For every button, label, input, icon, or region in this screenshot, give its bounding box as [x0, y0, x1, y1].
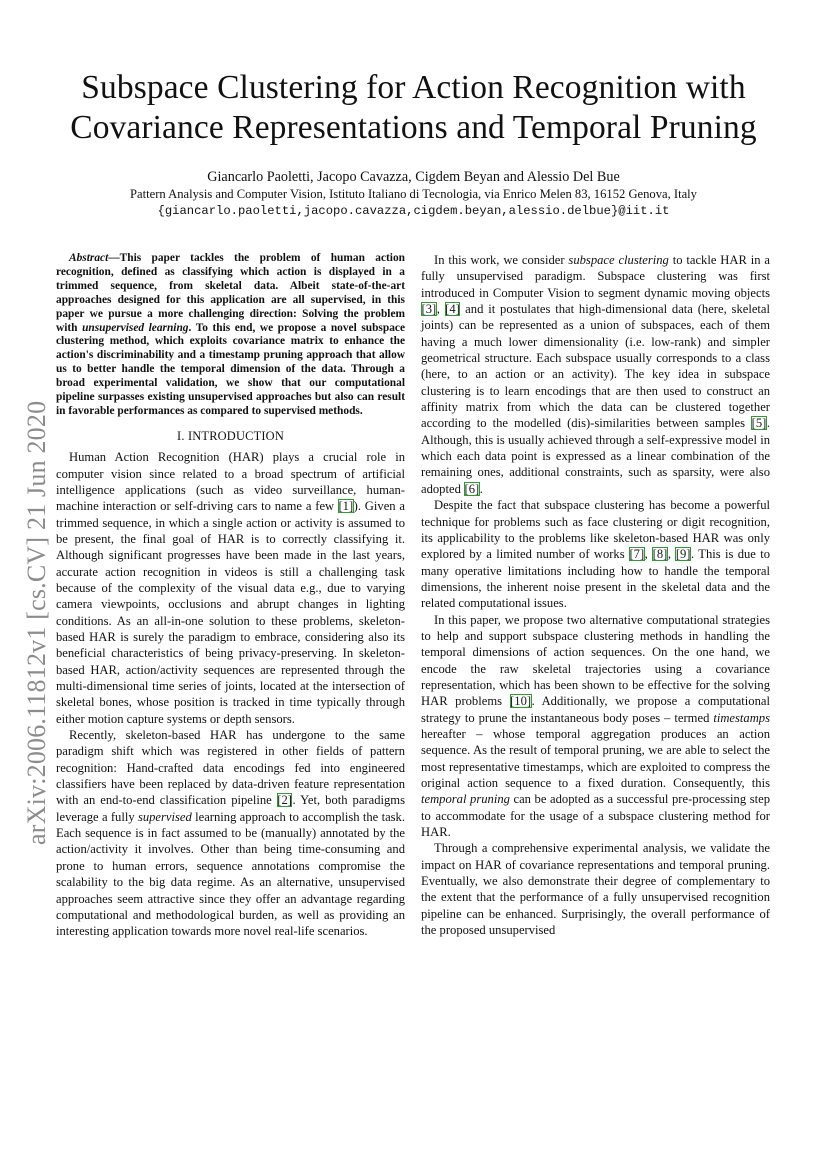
abstract-label: Abstract	[69, 252, 109, 264]
affiliation: Pattern Analysis and Computer Vision, Istituto Italiano di Tecnologia, via Enrico Melen 83, 16152 Genova, Italy	[130, 187, 697, 201]
text-run: . Additionally, we propose a computational strategy to prune the instantaneous body poses – termed	[421, 694, 770, 725]
emphasis: timestamps	[713, 710, 770, 725]
text-run: Through a comprehensive experimental analysis, we validate the impact on HAR of covariance representations and temporal pruning. Eventually, we also demonstrate their degree of complementary to the extent that the performance of a fully unsupervised recognition pipeline can be enhanced. Surprisingly, the overall performance of the proposed unsupervised	[421, 841, 770, 938]
text-run: ,	[436, 302, 445, 317]
citation-link[interactable]: [1]	[338, 499, 354, 514]
citation-link[interactable]: [3]	[421, 302, 437, 317]
text-run: to tackle HAR in a fully unsupervised paradigm. Subspace clustering was first introduced in Computer Vision to segment dynamic moving objects	[421, 253, 771, 300]
text-run: ). Given a trimmed sequence, in which a single action or activity is assumed to be present, the final goal of HAR is to correctly classifying it. Although significant progresses have been made in the last years, accurate action recognition in videos is still a challenging task because of the complexity of the visual data e.g., due to varying camera viewpoints, occlusions and abrupt changes in lighting conditions. As an all-in-one solution to these problems, skeleton-based HAR is surely the paradigm to embrace, considering also its beneficial characteristics of being privacy-preserving. In skeleton-based HAR, action/activity sequences are represented through the multi-dimensional time series of joints, located at the intersection of skeletal bones, whose position is tracked in time typically through either motion capture systems or depth sensors.	[56, 499, 405, 726]
text-run: In this paper, we propose two alternative computational strategies to help and support subspace clustering methods in handling the temporal dimensions of action sequences. On the one hand, we encode the raw skeletal trajectories using a covariance representation, which has been shown to be effective for the solving HAR problems	[421, 612, 770, 709]
section-heading-introduction	[56, 428, 405, 444]
arxiv-stamp: arXiv:2006.11812v1 [cs.CV] 21 Jun 2020	[22, 400, 51, 845]
citation-link[interactable]: [7]	[629, 547, 645, 562]
text-run: hereafter – whose temporal aggregation produces an action sequence. As the result of temporal pruning, we are able to select the most representative timestamps, which are exploited to compress the original action sequence to a fixed duration. Consequently, this	[421, 726, 770, 790]
text-run: . Yet, both paradigms leverage a fully	[56, 793, 405, 824]
text-run: . This is due to many operative limitations including how to handle the temporal dimensions, the inherent noise present in the skeletal data and the related computational issues.	[421, 547, 770, 611]
text-run: .	[479, 481, 483, 496]
text-run: can be adopted as a successful pre-processing step to accommodate for the usage of a subspace clustering method for HAR.	[421, 792, 770, 840]
left-column	[56, 252, 405, 940]
text-run: ,	[644, 547, 653, 562]
text-run: Recently, skeleton-based HAR has undergone to the same paradigm shift which was registered in other fields of pattern recognition: Hand-crafted data encodings fed into engineered classifiers have been replaced by data-driven feature representation with an end-to-end classification pipeline	[56, 728, 405, 808]
section-numeral: I.	[177, 428, 188, 443]
emphasis: temporal pruning	[421, 792, 510, 807]
section-first-letter: I	[187, 428, 193, 443]
abstract-dash: —	[108, 252, 120, 264]
text-run: In this work, we consider	[434, 253, 569, 267]
author-emails: {giancarlo.paoletti,jacopo.cavazza,cigdem.beyan,alessio.delbue}@iit.it	[157, 204, 670, 218]
abstract-text-2: . To this end, we propose a novel subspace clustering method, which exploits covariance matrix to enhance the action's discriminability and a timestamp pruning approach that allow us to better handle the temporal dimension of the data. Through a broad experimental validation, we show that our computational pipeline surpasses existing unsupervised approaches but also can result in favorable performances as compared to supervised methods.	[56, 321, 405, 417]
paragraph	[421, 497, 770, 611]
citation-link[interactable]: [5]	[751, 416, 767, 431]
paragraph	[56, 449, 405, 727]
citation-link[interactable]: [9]	[675, 547, 691, 562]
paragraph	[421, 252, 770, 497]
citation-link[interactable]: [10]	[510, 694, 532, 709]
text-run: Human Action Recognition (HAR) plays a crucial role in computer vision since related to a broad spectrum of artificial intelligence applications (such as video surveillance, human-machine interaction or self-driving cars to name a few	[56, 450, 405, 514]
abstract-text-1: This paper tackles the problem of human action recognition, defined as classifying which action is displayed in a trimmed sequence, from skeletal data. Albeit state-of-the-art approaches designed for this application are all supervised, in this paper we pursue a more challenging direction: Solving the problem with	[56, 252, 405, 334]
citation-link[interactable]: [4]	[445, 302, 460, 317]
abstract-emphasis: unsupervised learning	[82, 321, 189, 334]
text-run: learning approach to accomplish the task. Each sequence is in fact assumed to be (manually) annotated by the action/activity it involves. Other than being time-consuming and prone to human errors, sequence annotations compromise the scalability to the big data regime. As an alternative, unsupervised approaches seem attractive since they offer an advantage regarding computational and methodological burden, as well as providing an interesting application towards more novel real-life scenarios.	[56, 809, 406, 939]
author-list: Giancarlo Paoletti, Jacopo Cavazza, Cigdem Beyan and Alessio Del Bue	[207, 169, 620, 185]
emphasis: subspace clustering	[568, 253, 669, 267]
text-run: ,	[667, 547, 676, 562]
paragraph	[56, 727, 405, 939]
abstract	[56, 252, 405, 419]
right-column	[421, 252, 770, 938]
citation-link[interactable]: [2]	[277, 793, 292, 808]
emphasis: supervised	[137, 809, 192, 824]
citation-link[interactable]: [8]	[652, 547, 668, 562]
citation-link[interactable]: [6]	[464, 481, 480, 496]
text-run: Despite the fact that subspace clustering has become a powerful technique for problems such as face clustering or digit recognition, its applicability to the problems like skeleton-based HAR was only explored by a limited number of works	[421, 498, 770, 562]
section-title-rest: NTRODUCTION	[192, 428, 284, 443]
paper-title: Subspace Clustering for Action Recognition with Covariance Representations and Temporal Pruning	[70, 69, 757, 146]
text-run: and it postulates that high-dimensional data (here, skeletal joints) can be represented as a union of subspaces, each of them having a much lower dimensionality (i.e. low-rank) and simpler geometrical structure. Each subspace usually corresponds to a class (here, to an action or an activity). The key idea in subspace clustering is to learn encodings that are then used to construct an affinity matrix from which the data can be clustered together according to the modelled (dis)-similarities between samples	[421, 302, 771, 431]
paragraph	[421, 612, 770, 841]
text-run: . Although, this is usually achieved through a self-expressive model in which each data point is expressed as a linear combination of the remaining ones, additional constraints, such as sparsity, were also adopted	[421, 416, 770, 496]
paragraph	[421, 840, 770, 938]
